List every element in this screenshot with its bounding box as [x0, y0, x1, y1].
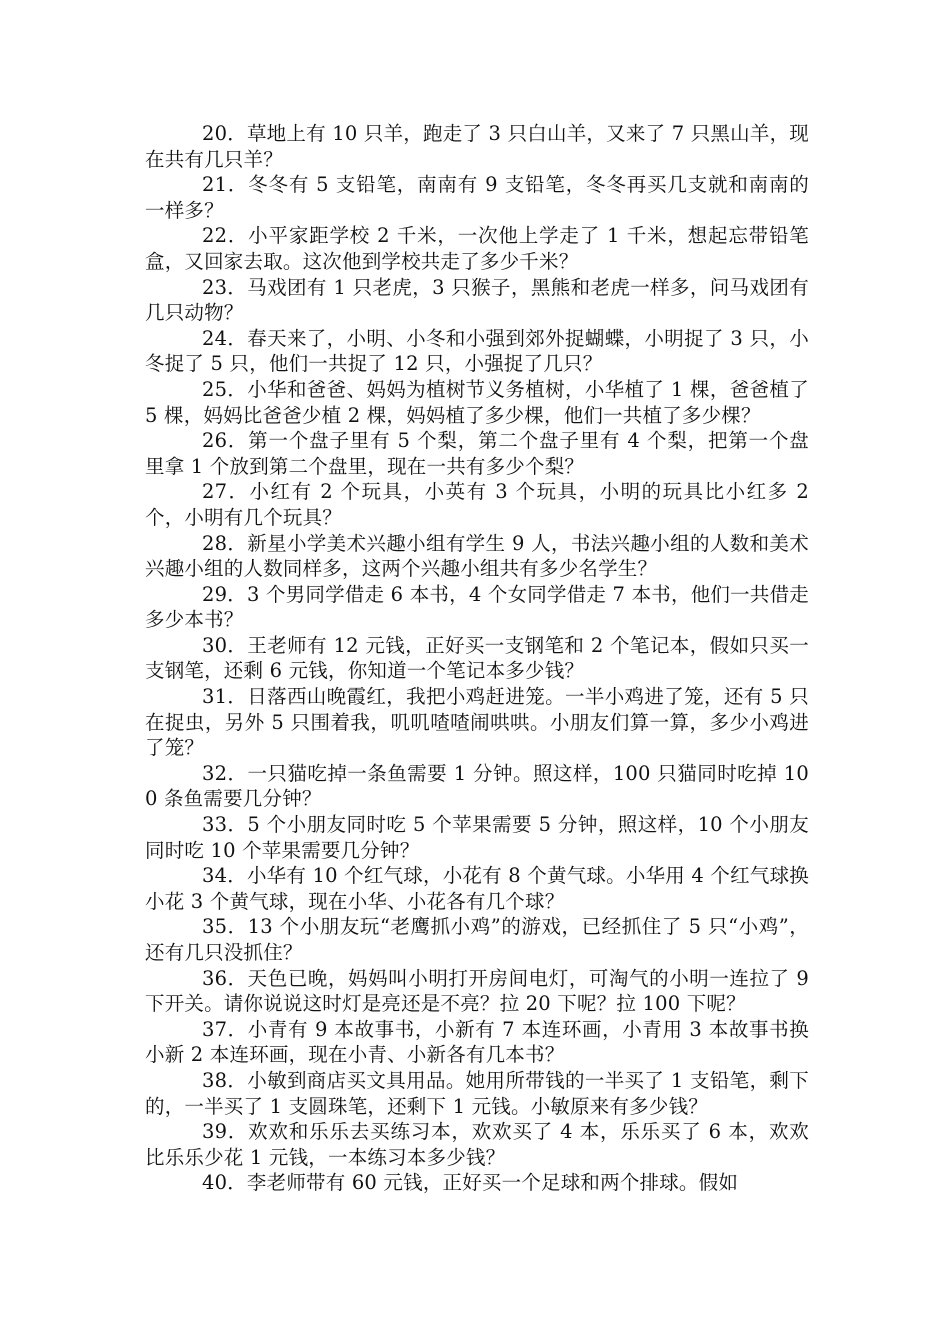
problem-number: 27．: [202, 480, 250, 504]
problem-number: 23．: [202, 275, 248, 299]
problem-item: [145, 812, 809, 863]
problem-number: 21．: [202, 173, 249, 197]
problem-item: [145, 275, 809, 326]
problem-number: 37．: [202, 1017, 248, 1041]
problem-item: [145, 326, 809, 377]
problem-item: [145, 1068, 809, 1119]
problem-number: 36．: [202, 966, 248, 990]
problem-text: 小平家距学校 2 千米，一次他上学走了 1 千米，想起忘带铅笔盒，又回家去取。这次他到学校共走了多少千米？: [145, 224, 809, 273]
problem-item: [145, 633, 809, 684]
problem-text: 3 个男同学借走 6 本书，4 个女同学借走 7 本书，他们一共借走多少本书？: [145, 582, 809, 632]
problem-number: 32．: [202, 761, 248, 785]
problem-text: 欢欢和乐乐去买练习本，欢欢买了 4 本，乐乐买了 6 本，欢欢比乐乐少花 1 元钱，一本练习本多少钱？: [145, 1120, 809, 1169]
problem-text: 马戏团有 1 只老虎，3 只猴子，黑熊和老虎一样多，问马戏团有几只动物？: [145, 275, 809, 325]
problem-item: [145, 428, 809, 479]
problem-item: [145, 121, 809, 172]
problem-item: [145, 1119, 809, 1170]
problem-number: 31．: [202, 685, 248, 709]
problem-number: 22．: [202, 224, 249, 248]
problem-number: 20．: [202, 122, 247, 145]
problem-item: [145, 863, 809, 914]
problem-number: 30．: [202, 633, 248, 657]
problem-item: [145, 377, 809, 428]
problem-text: 5 个小朋友同时吃 5 个苹果需要 5 分钟，照这样，10 个小朋友同时吃 10 个苹果需要几分钟？: [145, 813, 809, 862]
problem-item: [145, 914, 809, 965]
problem-text: 第一个盘子里有 5 个梨，第二个盘子里有 4 个梨，把第一个盘里拿 1 个放到第二个盘里，现在一共有多少个梨？: [145, 429, 809, 478]
problem-item: [145, 684, 809, 761]
problem-number: 24．: [202, 326, 248, 350]
problem-item: [145, 761, 809, 812]
problem-item: [145, 966, 809, 1017]
problem-number: 34．: [202, 864, 247, 888]
problem-item: [145, 172, 809, 223]
problem-text: 李老师带有 60 元钱，正好买一个足球和两个排球。假如: [246, 1171, 739, 1195]
problem-number: 25．: [202, 377, 248, 401]
problem-text: 新星小学美术兴趣小组有学生 9 人，书法兴趣小组的人数和美术兴趣小组的人数同样多，这两个兴趣小组共有多少名学生？: [145, 531, 809, 581]
problem-text: 小青有 9 本故事书，小新有 7 本连环画，小青用 3 本故事书换小新 2 本连环画，现在小青、小新各有几本书？: [145, 1017, 809, 1067]
problem-text: 小华和爸爸、妈妈为植树节义务植树，小华植了 1 棵，爸爸植了 5 棵，妈妈比爸爸少植 2 棵，妈妈植了多少棵，他们一共植了多少棵？: [145, 377, 809, 427]
problem-item: [145, 582, 809, 633]
problem-number: 29．: [202, 582, 247, 606]
problem-number: 28．: [202, 531, 248, 555]
problem-text: 小红有 2 个玩具，小英有 3 个玩具，小明的玩具比小红多 2 个，小明有几个玩具？: [145, 480, 809, 529]
problem-text: 草地上有 10 只羊，跑走了 3 只白山羊，又来了 7 只黑山羊，现在共有几只羊？: [145, 122, 809, 171]
problem-item: [145, 479, 809, 530]
problem-item: [145, 223, 809, 274]
problem-text: 日落西山晚霞红，我把小鸡赶进笼。一半小鸡进了笼，还有 5 只在捉虫，另外 5 只围着我，叽叽喳喳闹哄哄。小朋友们算一算，多少小鸡进了笼？: [145, 685, 809, 760]
problem-text: 冬冬有 5 支铅笔，南南有 9 支铅笔，冬冬再买几支就和南南的一样多？: [145, 173, 809, 222]
problem-text: 一只猫吃掉一条鱼需要 1 分钟。照这样，100 只猫同时吃掉 100 条鱼需要几分钟？: [145, 761, 809, 811]
problem-number: 39．: [202, 1120, 249, 1144]
problem-item: [145, 1170, 809, 1196]
problem-number: 40．: [202, 1171, 247, 1195]
problem-number: 38．: [202, 1068, 248, 1092]
problem-text: 小敏到商店买文具用品。她用所带钱的一半买了 1 支铅笔，剩下的，一半买了 1 支圆珠笔，还剩下 1 元钱。小敏原来有多少钱？: [145, 1068, 809, 1118]
problem-item: [145, 531, 809, 582]
problem-item: [145, 1017, 809, 1068]
problem-list: [145, 121, 809, 1196]
problem-text: 春天来了，小明、小冬和小强到郊外捉蝴蝶，小明捉了 3 只，小冬捉了 5 只，他们一共捉了 12 只，小强捉了几只？: [145, 326, 809, 376]
problem-number: 35．: [202, 915, 248, 939]
problem-number: 33．: [202, 813, 248, 837]
problem-text: 天色已晚，妈妈叫小明打开房间电灯，可淘气的小明一连拉了 9 下开关。请你说说这时灯是亮还是不亮？拉 20 下呢？拉 100 下呢？: [145, 966, 810, 1016]
problem-text: 小华有 10 个红气球，小花有 8 个黄气球。小华用 4 个红气球换小花 3 个黄气球，现在小华、小花各有几个球？: [145, 864, 809, 913]
problem-number: 26．: [202, 429, 249, 453]
problem-text: 13 个小朋友玩“老鹰抓小鸡”的游戏，已经抓住了 5 只“小鸡”，还有几只没抓住？: [145, 915, 810, 964]
problem-text: 王老师有 12 元钱，正好买一支钢笔和 2 个笔记本，假如只买一支钢笔，还剩 6 元钱，你知道一个笔记本多少钱？: [145, 633, 809, 683]
